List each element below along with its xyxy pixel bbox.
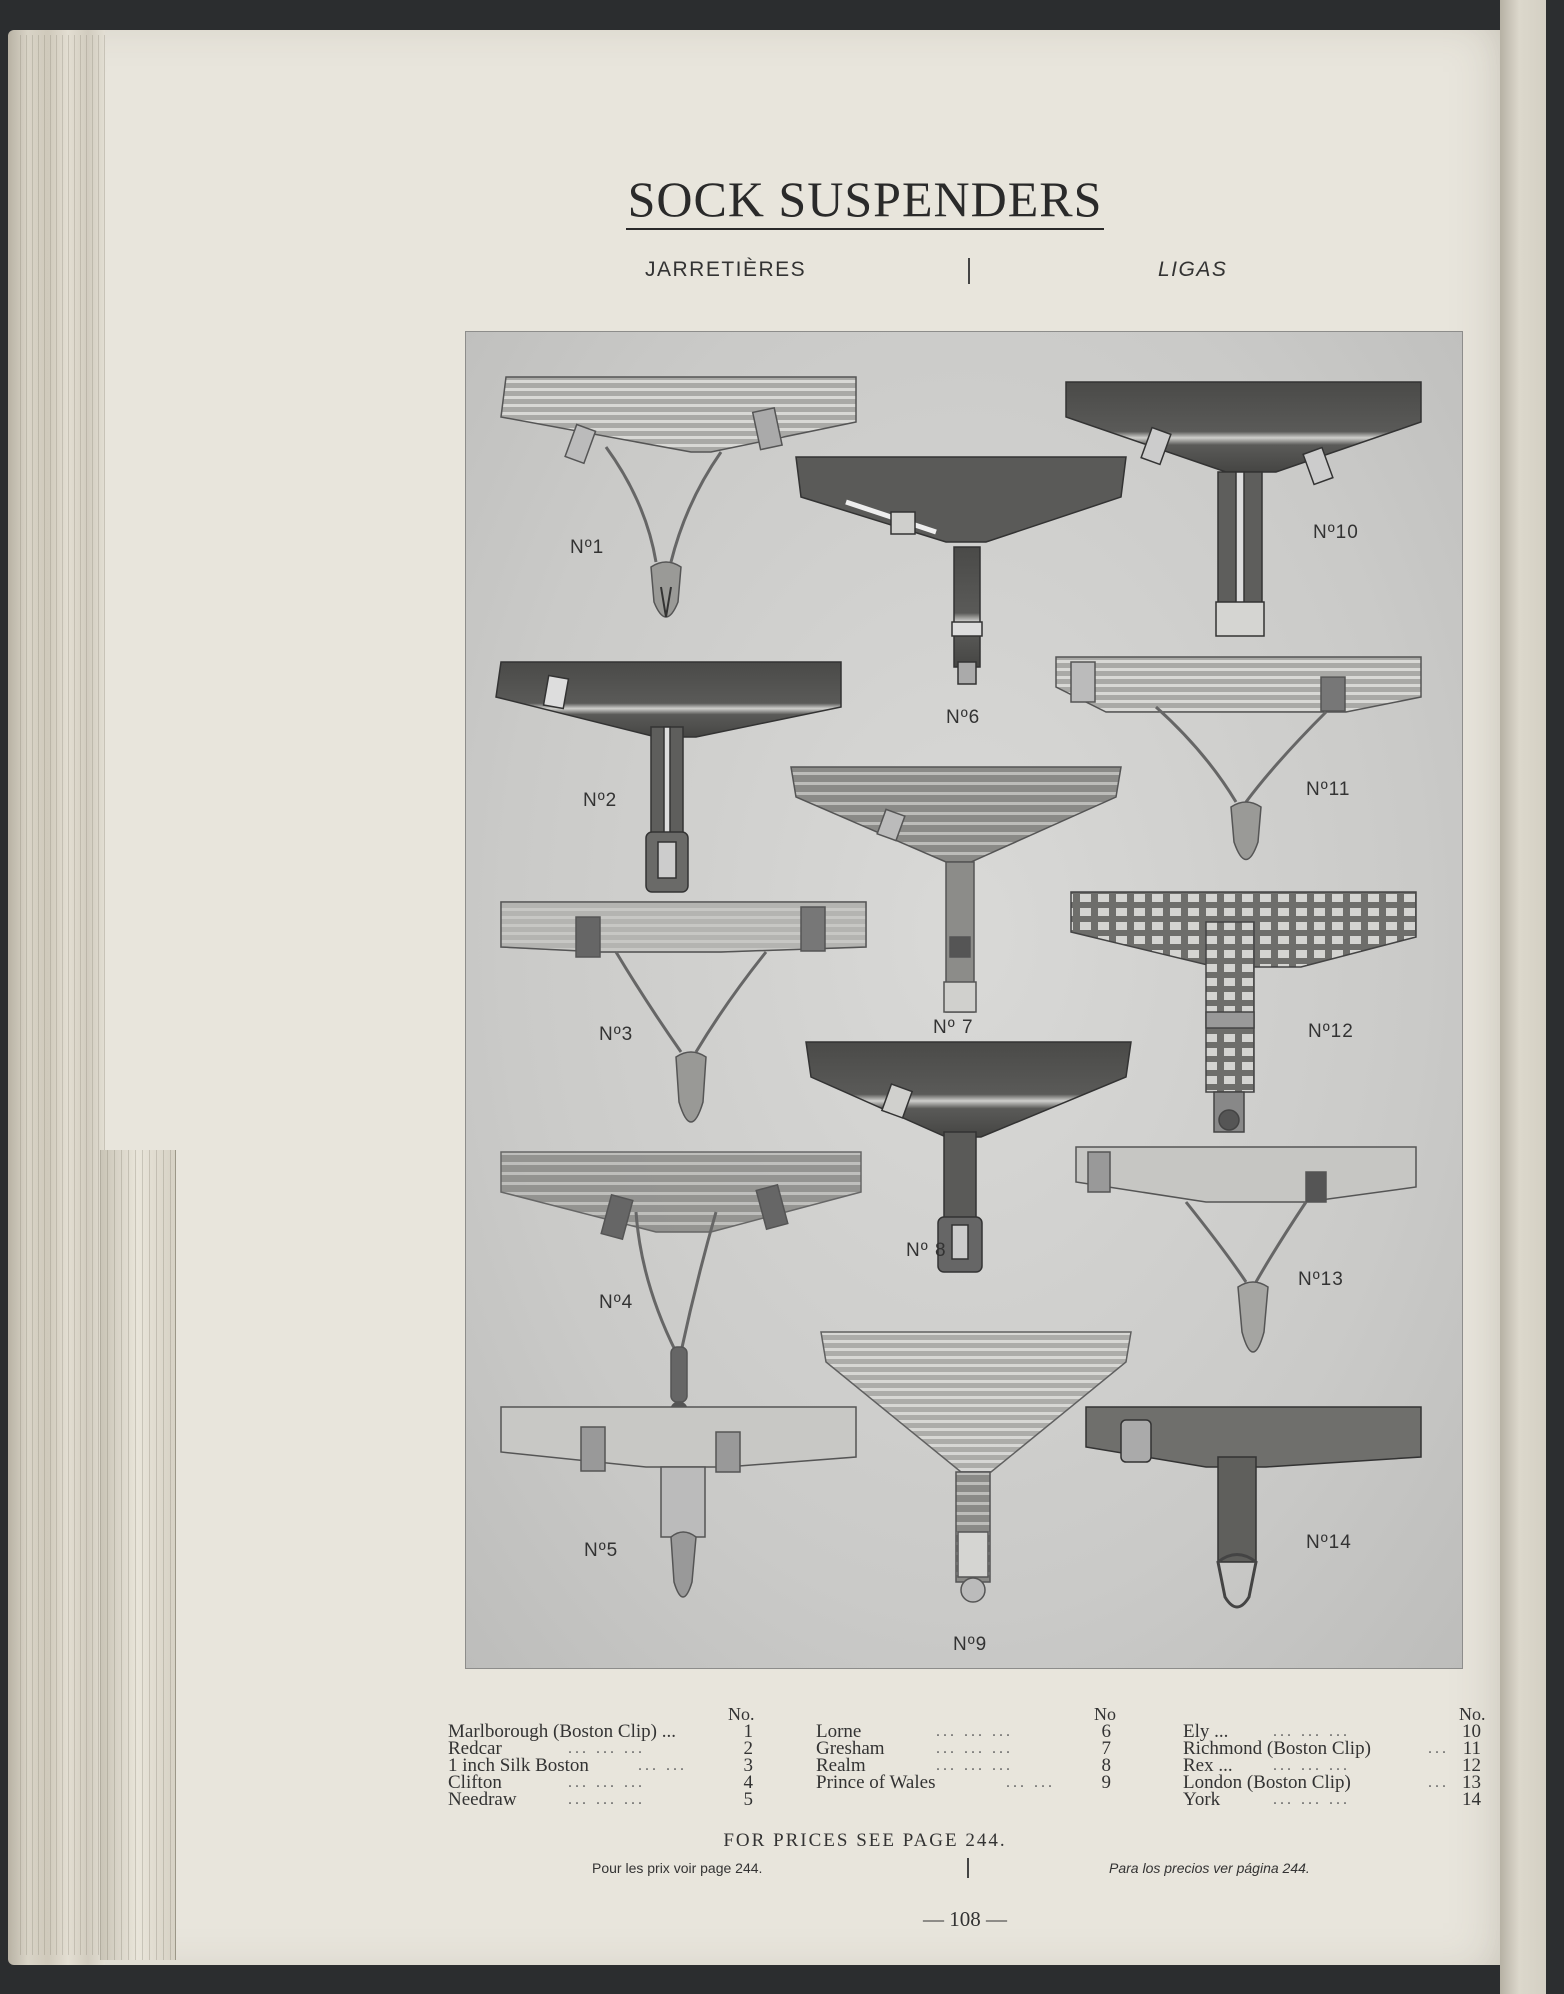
label-no-7: Nº 7: [933, 1017, 974, 1038]
product-number: 6: [1101, 1721, 1111, 1742]
product-number: 5: [743, 1789, 753, 1810]
leader-dots: ...: [1428, 1740, 1449, 1757]
product-number: 12: [1462, 1755, 1481, 1776]
leader-dots: ... ... ...: [936, 1740, 1013, 1757]
suspender-13: [1076, 1147, 1416, 1352]
page-title: SOCK SUSPENDERS: [105, 170, 1564, 230]
product-index: [448, 1706, 1488, 1816]
column-header: No.: [1459, 1704, 1486, 1724]
product-name: Clifton: [448, 1772, 502, 1793]
product-name: Realm: [816, 1755, 866, 1776]
label-no-5: Nº5: [584, 1540, 619, 1561]
product-name: Prince of Wales: [816, 1772, 936, 1793]
product-number: 1: [743, 1721, 753, 1742]
product-name: London (Boston Clip): [1183, 1772, 1351, 1793]
product-number: 14: [1462, 1789, 1481, 1810]
product-number: 8: [1101, 1755, 1111, 1776]
label-no-3: Nº3: [599, 1024, 634, 1045]
subtitle-spanish: LIGAS: [1158, 258, 1228, 281]
product-number: 2: [743, 1738, 753, 1759]
product-number: 13: [1462, 1772, 1481, 1793]
label-no-12: Nº12: [1308, 1021, 1354, 1042]
leader-dots: ... ...: [638, 1757, 687, 1774]
leader-dots: ... ... ...: [1273, 1723, 1350, 1740]
label-no-4: Nº4: [599, 1292, 634, 1313]
product-number: 4: [743, 1772, 753, 1793]
prices-note-spanish: Para los precios ver página 244.: [1109, 1860, 1310, 1876]
product-name: York: [1183, 1789, 1221, 1810]
product-number: 10: [1462, 1721, 1481, 1742]
suspender-6: [796, 457, 1126, 684]
label-no-8: Nº 8: [906, 1240, 947, 1261]
suspender-14: [1086, 1407, 1421, 1607]
subtitle-french: JARRETIÈRES: [645, 258, 807, 281]
background-edge: [1546, 0, 1564, 1994]
label-no-1: Nº1: [570, 537, 605, 558]
subtitle-divider: [968, 258, 970, 284]
subtitle-row: [605, 258, 1305, 290]
product-number: 7: [1101, 1738, 1111, 1759]
suspender-4: [501, 1152, 861, 1418]
product-name: 1 inch Silk Boston: [448, 1755, 589, 1776]
label-no-9: Nº9: [953, 1634, 988, 1655]
leader-dots: ... ... ...: [568, 1791, 645, 1808]
suspender-10: [1066, 382, 1421, 636]
label-no-11: Nº11: [1306, 779, 1351, 800]
page-number: — 108 —: [923, 1907, 1007, 1931]
suspender-2: [496, 662, 841, 892]
product-name: Gresham: [816, 1738, 885, 1759]
column-header: No: [1094, 1704, 1116, 1724]
product-name: Richmond (Boston Clip): [1183, 1738, 1371, 1759]
suspender-11: [1056, 657, 1421, 860]
column-header: No.: [728, 1704, 755, 1724]
tab-stack-lines: [100, 1150, 175, 1960]
prices-note: FOR PRICES SEE PAGE 244.: [723, 1830, 1007, 1851]
page-stack-lines: [20, 35, 110, 1955]
product-name: Marlborough (Boston Clip) ...: [448, 1721, 676, 1742]
suspender-7: [791, 767, 1121, 1012]
leader-dots: ...: [1428, 1774, 1449, 1791]
leader-dots: ... ... ...: [568, 1774, 645, 1791]
label-no-14: Nº14: [1306, 1532, 1352, 1553]
product-name: Ely ...: [1183, 1721, 1229, 1742]
product-name: Rex ...: [1183, 1755, 1233, 1776]
suspender-5: [501, 1407, 856, 1597]
leader-dots: ... ... ...: [1273, 1757, 1350, 1774]
prices-divider: [967, 1858, 969, 1878]
label-no-10: Nº10: [1313, 522, 1359, 543]
suspender-9: [821, 1332, 1131, 1602]
leader-dots: ... ...: [1006, 1774, 1055, 1791]
leader-dots: ... ... ...: [568, 1740, 645, 1757]
label-no-2: Nº2: [583, 790, 618, 811]
product-number: 11: [1462, 1738, 1481, 1759]
leader-dots: ... ... ...: [1273, 1791, 1350, 1808]
product-number: 3: [743, 1755, 753, 1776]
product-name: Lorne: [816, 1721, 862, 1742]
leader-dots: ... ... ...: [936, 1723, 1013, 1740]
suspender-3: [501, 902, 866, 1122]
product-name: Redcar: [448, 1738, 502, 1759]
prices-note-translations: [535, 1860, 1435, 1886]
product-photo-plate: [465, 331, 1463, 1669]
product-number: 9: [1101, 1772, 1111, 1793]
leader-dots: ... ... ...: [936, 1757, 1013, 1774]
catalogue-page: [105, 30, 1525, 1965]
label-no-6: Nº6: [946, 707, 981, 728]
product-name: Needraw: [448, 1789, 517, 1810]
prices-note-french: Pour les prix voir page 244.: [592, 1860, 763, 1876]
suspender-12: [1071, 892, 1416, 1132]
label-no-13: Nº13: [1298, 1269, 1344, 1290]
